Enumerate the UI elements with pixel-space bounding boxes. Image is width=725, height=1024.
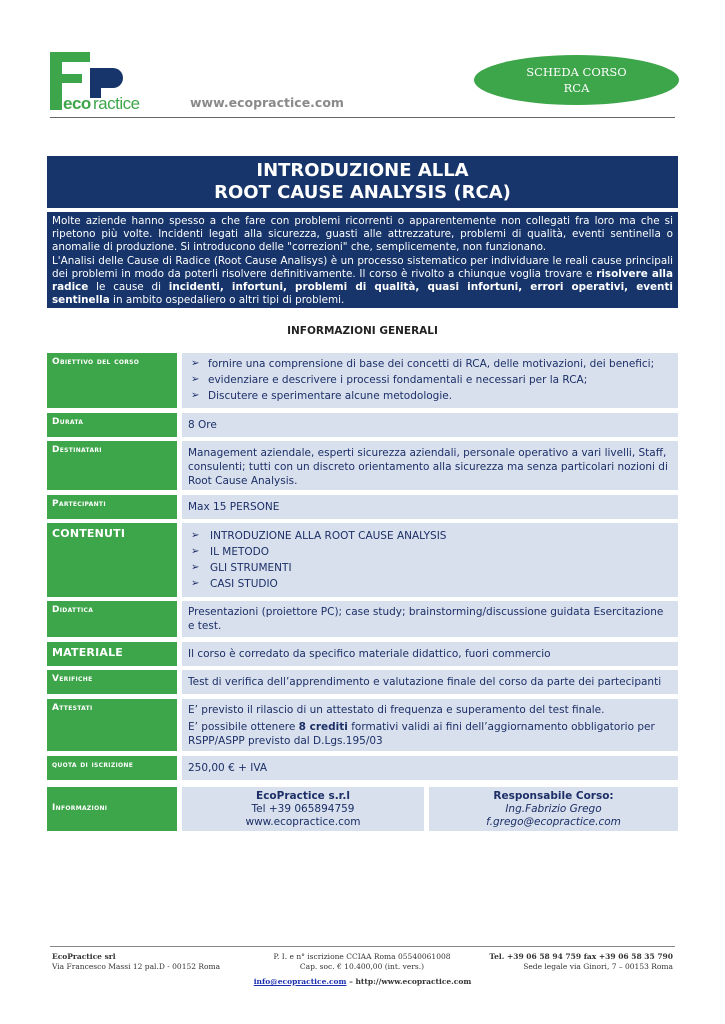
value-partecipanti: Max 15 PERSONE [182, 495, 678, 519]
course-badge [474, 55, 679, 105]
value-attestati [182, 699, 678, 751]
list-item [188, 545, 672, 559]
list-item-text: GLI STRUMENTI [210, 562, 292, 574]
label-verifiche: Verifiche [47, 670, 177, 694]
badge-line2: RCA [563, 81, 590, 95]
list-item-text: CASI STUDIO [210, 578, 278, 590]
list-item-text: evidenziare e descrivere i processi fondamentali e necessari per la RCA; [208, 374, 588, 386]
label-quota: quota di iscrizione [47, 756, 177, 780]
footer-url[interactable]: http://www.ecopractice.com [355, 977, 472, 986]
footer-company-name: EcoPractice srl [52, 952, 116, 961]
svg-text:eco: eco [63, 94, 91, 112]
intro-text: le cause di [88, 281, 169, 294]
value-contenuti [182, 523, 678, 597]
footer-capital: Cap. soc. € 10.400,00 (int. vers.) [299, 962, 425, 971]
footer-phone: Tel. +39 06 58 94 759 fax +39 06 58 35 790 [489, 952, 673, 961]
list-item [188, 389, 672, 403]
footer-divider [50, 946, 675, 947]
arrow-bullet-icon: ➢ [191, 374, 200, 385]
arrow-bullet-icon: ➢ [191, 578, 200, 589]
label-didattica: Didattica [47, 601, 177, 637]
intro-paragraph-1: Molte aziende hanno spesso a che fare con problemi ricorrenti o apparentemente non collegati fra loro ma che si ripetono più volte. Incidenti legati alla sicurezza, guasti alle attrezzature, problemi di qualità, eventi sentinella o anomalie di produzione. Si introducono delle "correzioni" che, semplicemente, non funzionano. [52, 215, 673, 254]
list-item [188, 561, 672, 575]
value-quota: 250,00 € + IVA [182, 756, 678, 780]
list-item-text: INTRODUZIONE ALLA ROOT CAUSE ANALYSIS [210, 530, 447, 542]
footer-company [52, 952, 220, 972]
footer-links [0, 977, 725, 987]
value-verifiche: Test di verifica dell’apprendimento e valutazione finale del corso da parte dei partecipanti [182, 670, 678, 694]
attestati-text: E’ possibile ottenere [188, 721, 299, 733]
footer-legal-address: Sede legale via Ginori, 7 – 00153 Roma [523, 962, 673, 971]
intro-emphasis: incidenti, infortuni, problemi di qualità, quasi infortuni, errori operativi, eventi sentinella [52, 281, 673, 307]
arrow-bullet-icon: ➢ [191, 390, 200, 401]
intro-text: L'Analisi delle Cause di Radice (Root Cause Analisys) è un processo sistematico per individuare le reali cause principali dei problemi in modo da poterli risolvere definitivamente. Il corso è rivolto a chiunque voglia trovare e [52, 254, 673, 280]
section-heading: INFORMAZIONI GENERALI [287, 325, 438, 337]
intro-text: in ambito ospedaliero o altri tipi di problemi. [109, 294, 345, 307]
arrow-bullet-icon: ➢ [191, 530, 200, 541]
course-title [47, 156, 678, 208]
company-name: EcoPractice s.r.l [256, 790, 350, 802]
title-line2: ROOT CAUSE ANALYSIS (RCA) [214, 182, 511, 203]
responsible-title: Responsabile Corso: [493, 790, 614, 802]
label-obiettivo: Obiettivo del corso [47, 353, 177, 408]
svg-text:ractice: ractice [93, 94, 140, 112]
responsible-name: Ing.Fabrizio Grego [505, 803, 602, 815]
contact-company [182, 787, 424, 831]
list-item [188, 529, 672, 543]
intro-paragraph-2 [52, 255, 673, 308]
intro-description [47, 212, 678, 308]
title-line1: INTRODUZIONE ALLA [256, 160, 469, 181]
attestati-line2 [188, 720, 672, 748]
list-item [188, 577, 672, 591]
label-contenuti: CONTENUTI [47, 523, 177, 597]
label-partecipanti: Partecipanti [47, 495, 177, 519]
attestati-credits: 8 crediti [298, 721, 348, 733]
footer-email-link[interactable]: info@ecopractice.com [253, 977, 347, 986]
list-item-text: IL METODO [210, 546, 270, 558]
arrow-bullet-icon: ➢ [191, 546, 200, 557]
badge-line1: SCHEDA CORSO [526, 65, 627, 79]
value-obiettivo [182, 353, 678, 408]
list-item-text: fornire una comprensione di base dei concetti di RCA, delle motivazioni, dei benefici; [208, 358, 655, 370]
label-destinatari: Destinatari [47, 441, 177, 490]
obiettivo-list [188, 357, 672, 403]
label-attestati: Attestati [47, 699, 177, 751]
value-didattica: Presentazioni (proiettore PC); case study; brainstorming/discussione guidata Esercitazione e test. [182, 601, 678, 637]
arrow-bullet-icon: ➢ [191, 358, 200, 369]
value-materiale: Il corso è corredato da specifico materiale didattico, fuori commercio [182, 642, 678, 666]
header-divider [50, 117, 675, 118]
footer-registration [262, 952, 462, 972]
contenuti-list [188, 529, 672, 591]
footer-vat: P. I. e n° iscrizione CCIAA Roma 05540061008 [273, 952, 451, 961]
header-website[interactable]: www.ecopractice.com [190, 95, 344, 110]
list-item [188, 357, 672, 371]
footer-contacts [489, 952, 673, 972]
company-phone: Tel +39 065894759 [251, 803, 355, 815]
footer-separator: – [346, 977, 356, 986]
list-item [188, 373, 672, 387]
label-materiale: MATERIALE [47, 642, 177, 666]
ecopractice-logo [50, 52, 162, 112]
contact-responsible [429, 787, 678, 831]
attestati-text: formativi validi ai fini dell’aggiornamento obbligatorio per RSPP/ASPP previsto dal D.Lgs.195/03 [188, 721, 655, 747]
value-destinatari: Management aziendale, esperti sicurezza aziendali, personale operativo a vari livelli, Staff, consulenti; tutti con un discreto orientamento alla sicurezza ma senza particolari nozioni di Root Cause Analysis. [182, 441, 678, 490]
attestati-line1: E’ previsto il rilascio di un attestato di frequenza e superamento del test finale. [188, 704, 605, 716]
list-item-text: Discutere e sperimentare alcune metodologie. [208, 390, 453, 402]
responsible-email[interactable]: f.grego@ecopractice.com [486, 816, 621, 828]
value-durata: 8 Ore [182, 413, 678, 437]
intro-emphasis: risolvere alla radice [52, 267, 674, 294]
company-website[interactable]: www.ecopractice.com [245, 816, 361, 828]
label-informazioni: Informazioni [47, 787, 177, 831]
label-durata: Durata [47, 413, 177, 437]
footer-address: Via Francesco Massi 12 pal.D - 00152 Roma [52, 962, 221, 971]
arrow-bullet-icon: ➢ [191, 562, 200, 573]
